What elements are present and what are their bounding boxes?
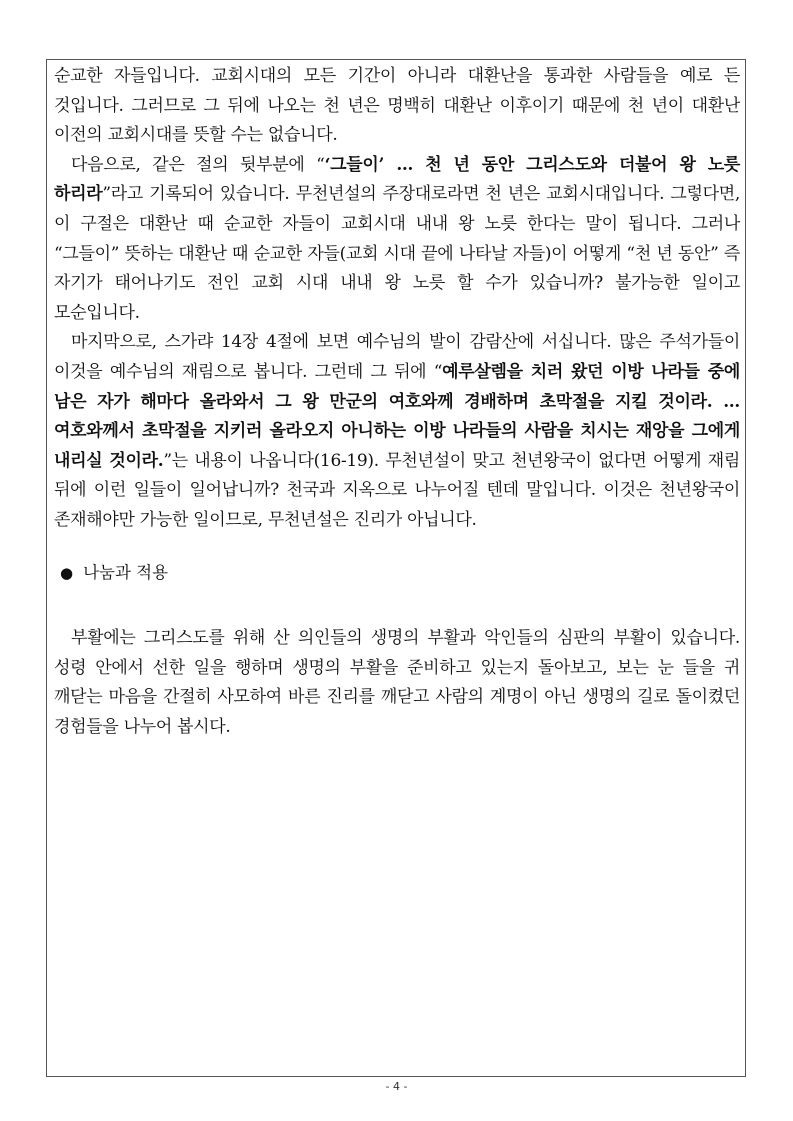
document-body bbox=[54, 62, 740, 742]
scripture-quote-1: ‘그들이’ … 천 년 동안 그리스도와 더불어 왕 노릇 하리라 bbox=[54, 154, 740, 205]
paragraph-1: 순교한 자들입니다. 교회시대의 모든 기간이 아니라 대환난을 통과한 사람들을 예로 든 것입니다. 그러므로 그 뒤에 나오는 천 년은 명백히 대환난 이후이기 때문에 천 년이 대환난 이전의 교회시대를 뜻할 수는 없습니다. bbox=[54, 66, 740, 146]
paragraph-2-intro: 다음으로, 같은 절의 뒷부분에 “ bbox=[71, 154, 325, 175]
paragraph-3-body: ”는 내용이 나옵니다(16-19). 무천년설이 맞고 천년왕국이 없다면 어떻게 재림 뒤에 이런 일들이 일어납니까? 천국과 지옥으로 나누어질 텐데 말입니다. 이것은 천년왕국이 존재해야만 가능한 일이므로, 무천년설은 진리가 아닙니다. bbox=[54, 450, 740, 530]
application-paragraph: 부활에는 그리스도를 위해 산 의인들의 생명의 부활과 악인들의 심판의 부활이 있습니다. 성령 안에서 선한 일을 행하며 생명의 부활을 준비하고 있는지 돌아보고, 보는 눈 들을 귀 깨닫는 마음을 간절히 사모하여 바른 진리를 깨닫고 사람의 계명이 아닌 생명의 길로 돌이켰던 경험들을 나누어 봅시다. bbox=[54, 628, 740, 737]
paragraph-2-body: ”라고 기록되어 있습니다. 무천년설의 주장대로라면 천 년은 교회시대입니다. 그렇다면, 이 구절은 대환난 때 순교한 자들이 교회시대 내내 왕 노릇 한다는 말이 됩니다. 그러나 “그들이” 뜻하는 대환난 때 순교한 자들(교회 시대 끝에 나타날 자들)이 어떻게 “천 년 동안” 즉 자기가 태어나기도 전인 교회 시대 내내 왕 노릇 할 수가 있습니까? 불가능한 일이고 모순입니다. bbox=[54, 184, 740, 323]
paragraph-2 bbox=[54, 151, 740, 329]
page-number: - 4 - bbox=[385, 1080, 408, 1093]
bullet-icon: ● bbox=[60, 563, 74, 582]
paragraph-3-intro: 마지막으로, 스가랴 14장 4절에 보면 예수님의 발이 감람산에 서십니다. 많은 주석가들이 이것을 예수님의 재림으로 봅니다. 그런데 그 뒤에 “ bbox=[54, 332, 740, 382]
scripture-quote-2: 예루살렘을 치러 왔던 이방 나라들 중에 남은 자가 해마다 올라와서 그 왕 만군의 여호와께 경배하며 초막절을 지킬 것이라. … 여호와께서 초막절을 지키러 올라오지 아니하는 이방 나라들의 사람을 치시는 재앙을 그에게 내리실 것이라. bbox=[54, 361, 740, 471]
paragraph-3 bbox=[54, 328, 740, 535]
section-heading bbox=[60, 558, 740, 589]
section-title: 나눔과 적용 bbox=[83, 562, 169, 582]
